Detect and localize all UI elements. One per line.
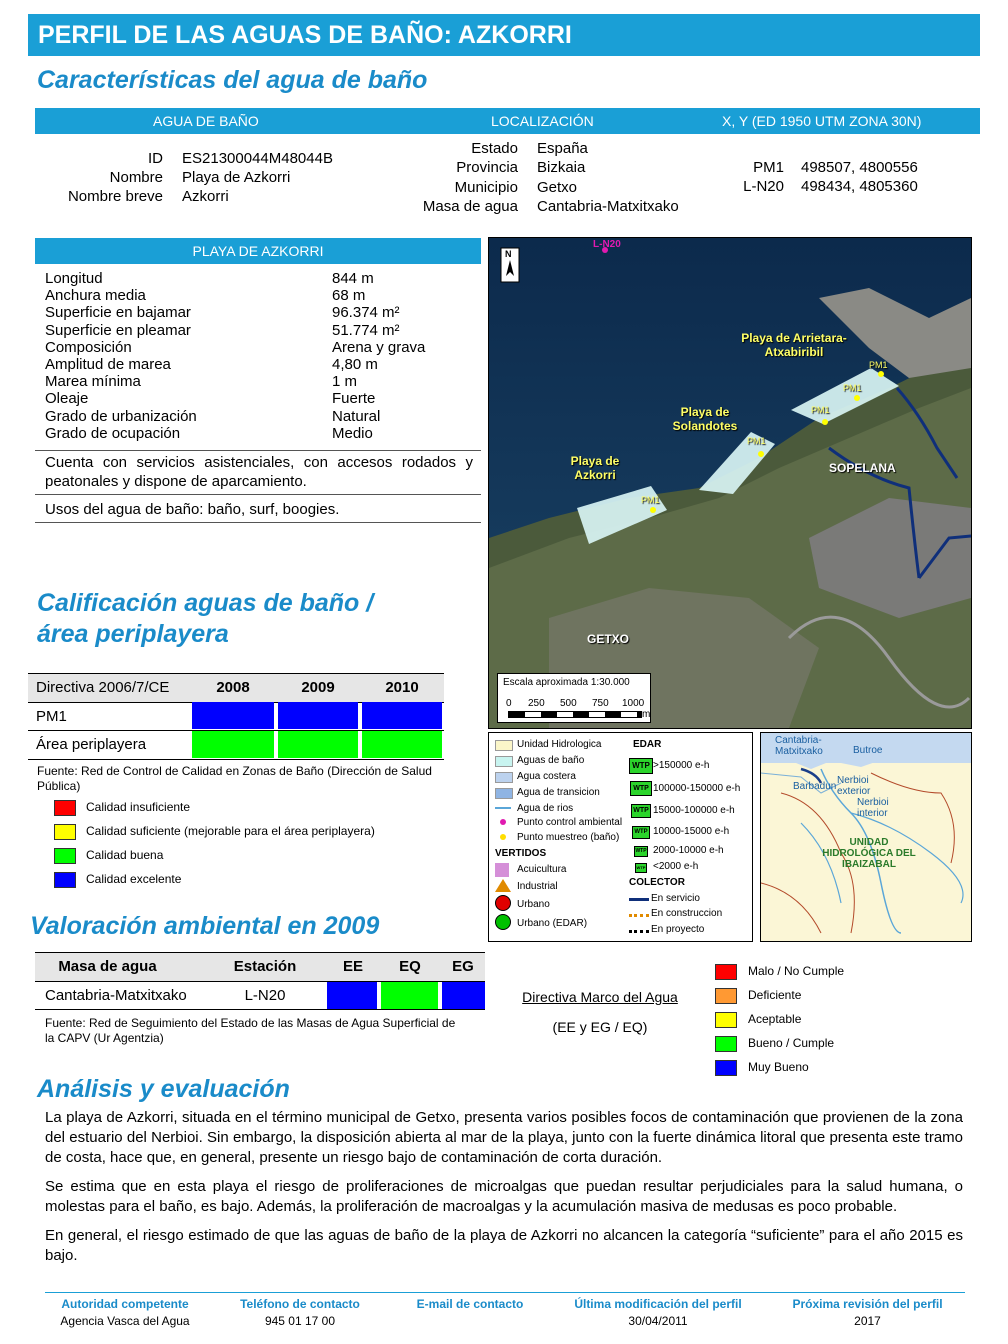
scale-tick: 1000 [622,698,645,709]
legend-swatch [715,964,737,980]
calif-cell [278,731,358,758]
legend-item: Agua costera [517,771,576,782]
control-point-icon [500,819,506,825]
legend-item: Punto muestreo (baño) [517,832,620,843]
footer-header: Próxima revisión del perfil [792,1297,943,1311]
playa-servicios [45,453,473,491]
scale-box [497,673,651,723]
wtp-icon: WTP [635,863,647,873]
edar-item: 2000-10000 e-h [653,845,724,856]
calif-row-label: Área periplayera [36,736,147,753]
page-title: PERFIL DE LAS AGUAS DE BAÑO: AZKORRI [28,14,980,56]
coord-value-pm1: 498507, 4800556 [801,159,918,176]
val-header: Masa de agua [58,958,157,975]
val-legend-label: Bueno / Cumple [748,1036,835,1050]
wtp-icon: WTP [634,846,648,857]
footer-value: Agencia Vasca del Agua [60,1314,190,1328]
coord-label-ln20: L-N20 [743,178,784,195]
wtp-icon: WTP [632,826,650,839]
calif-legend-label: Calidad insuficiente [86,800,191,814]
coord-label-pm1: PM1 [753,159,784,176]
colector-title: COLECTOR [629,877,685,888]
footer-value: 30/04/2011 [628,1314,688,1328]
calificacion-table [28,673,444,761]
colector-item: En construccion [651,908,723,919]
edar-item: 15000-100000 e-h [653,805,735,816]
colector-construccion-icon [629,914,649,917]
playa-row-value: Medio [332,424,373,442]
legend-item: Unidad Hidrologica [517,739,602,750]
legend-swatch [495,772,513,783]
region-label: Cantabria-Matxitxako [775,735,823,757]
vertido-item: Urbano [517,899,550,910]
val-cell-eg [442,982,485,1009]
calif-header-year: 2009 [301,679,335,696]
legend-item: Agua de rios [517,803,574,814]
calif-cell [362,702,442,729]
scale-bar [508,711,642,718]
playa-row-label: Amplitud de marea [45,356,171,373]
analisis-paragraph: Se estima que en esta playa el riesgo de proliferaciones de microalgas que puedan resultar perjudiciales para la salud humana, o molestas para el baño, es bajo. Además, la proliferación de macroalgas y la acumulación masiva de medusas es poco probable. [45,1178,963,1215]
calif-legend-label: Calidad buena [86,848,164,862]
agua-value-nombre: Playa de Azkorri [182,169,291,186]
loc-value-municipio: Getxo [537,179,578,196]
valoracion-table [35,952,485,1010]
vertido-item: Urbano (EDAR) [517,918,588,929]
region-label: Butroe [853,745,883,756]
playa-row-label: Grado de ocupación [45,424,181,442]
directiva-marco-sub: (EE y EG / EQ) [552,1019,648,1035]
legend-swatch [495,788,513,799]
divider [35,450,481,451]
section-title-calificacion: Calificación aguas de baño / [37,589,374,617]
sample-point-icon [500,834,506,840]
playa-row-label: Grado de urbanización [45,407,197,425]
calif-header-year: 2010 [385,679,419,696]
calif-fuente: Fuente: Red de Control de Calidad en Zonas de Baño (Dirección de Salud Pública) [37,764,432,793]
aerial-map-image [489,238,971,728]
section-title-valoracion: Valoración ambiental en 2009 [30,912,380,940]
footer-header: E-mail de contacto [416,1297,524,1311]
edar-item: 100000-150000 e-h [653,783,741,794]
calif-cell [278,702,358,729]
map-label-azkorri: Playa de Azkorri [570,454,620,482]
map-legend [488,732,753,942]
playa-row-label: Longitud [45,270,103,287]
legend-swatch [715,1036,737,1052]
colector-item: En servicio [651,893,700,904]
scale-tick: 750 [592,698,609,709]
edar-item: <2000 e-h [653,861,699,872]
header-localizacion: LOCALIZACIÓN [491,113,594,129]
loc-value-estado: España [537,140,588,157]
edar-title: EDAR [633,739,662,750]
playa-row-value: 51.774 m² [332,321,400,339]
vertidos-title: VERTIDOS [495,848,547,859]
section-title-analisis: Análisis y evaluación [37,1075,290,1103]
playa-row-label: Oleaje [45,390,89,408]
header-coords: X, Y (ED 1950 UTM ZONA 30N) [722,113,922,129]
map-label-solandotes: Playa de Solandotes [672,405,738,433]
playa-row-value: Natural [332,407,381,425]
divider [35,494,481,495]
scale-unit: m [642,709,651,720]
legend-item: Punto control ambiental [517,817,623,828]
region-label: UNIDAD HIDROLÓGICA DEL IBAIZABAL [822,837,916,870]
map-label-pm1: PM1 [843,383,862,393]
region-label: Barbadun [793,781,837,792]
map-label-pm1: PM1 [811,405,830,415]
region-label: Nerbioi exterior [837,775,871,797]
val-estacion: L-N20 [244,987,286,1004]
colector-servicio-icon [629,898,649,901]
val-legend-label: Malo / No Cumple [748,964,845,978]
playa-row-value: 4,80 m [332,356,378,373]
region-map [760,732,972,942]
industrial-icon [495,879,511,892]
footer-value: 2017 [854,1314,881,1328]
val-header: EQ [399,958,421,975]
val-cell-ee [327,982,377,1009]
calif-legend-label: Calidad suficiente (mejorable para el área periplayera) [86,824,375,838]
map-label-pm1: PM1 [641,495,660,505]
divider [28,759,444,760]
legend-swatch [54,848,76,864]
urban-edar-icon [495,914,511,930]
playa-header: PLAYA DE AZKORRI [35,238,481,264]
river-line-icon [495,807,511,809]
loc-value-provincia: Bizkaia [537,159,586,176]
map-label-arrietara: Playa de Arrietara-Atxabiribil [741,331,847,359]
footer-header: Autoridad competente [61,1297,189,1311]
wtp-icon: WTP [630,781,652,796]
analisis-paragraph: En general, el riesgo estimado de que las aguas de baño de la playa de Azkorri no alcancen la categoría “suficiente” para el año 2015 es bajo. [45,1227,963,1264]
playa-row-label: Marea mínima [45,373,141,391]
playa-row-label: Superficie en bajamar [45,304,191,322]
loc-value-masa: Cantabria-Matxitxako [537,198,679,215]
vertido-item: Acuicultura [517,864,567,875]
legend-swatch [715,1060,737,1076]
coord-value-ln20: 498434, 4805360 [801,178,918,195]
agua-label-nombre: Nombre [109,169,163,186]
section-title-calificacion-2: área periplayera [37,620,229,648]
loc-label-provincia: Provincia [456,159,518,176]
map-label-sopelana: SOPELANA [829,461,896,475]
divider [35,522,481,523]
footer-header: Teléfono de contacto [240,1297,360,1311]
map-label-pm1: PM1 [747,436,766,446]
legend-swatch [495,740,513,751]
scale-title: Escala aproximada 1:30.000 [503,677,630,688]
analisis-paragraph: La playa de Azkorri, situada en el término municipal de Getxo, presenta varios posibles focos de contaminación que provienen de la zona del estuario del Nerbioi. Sin embargo, la disposición abierta al mar de la playa, junto con la fuerte dinámica litoral que presenta este tramo de costa, hace que, en general, presente un riesgo bajo de contaminación de corta duración. [45,1109,963,1166]
scale-tick: 250 [528,698,545,709]
wtp-icon: WTP [629,758,653,774]
legend-swatch [495,756,513,767]
val-cell-eq [381,982,438,1009]
header-agua: AGUA DE BAÑO [153,113,259,129]
agua-value-breve: Azkorri [182,188,229,205]
map-label-pm1: PM1 [869,360,888,370]
footer-divider [45,1292,965,1293]
loc-label-municipio: Municipio [454,179,518,196]
legend-item: Agua de transicion [517,787,600,798]
legend-swatch [54,824,76,840]
playa-row-value: 844 m [332,270,374,287]
north-arrow-label: N [505,249,512,259]
val-legend-label: Aceptable [748,1012,802,1026]
divider [35,1009,485,1010]
section-title-caracteristicas: Características del agua de baño [37,66,428,94]
calif-header-label: Directiva 2006/7/CE [36,679,170,696]
wtp-icon: WTP [631,804,651,818]
calif-legend-label: Calidad excelente [86,872,182,886]
edar-item: >150000 e-h [653,760,710,771]
agua-label-breve: Nombre breve [67,188,163,205]
playa-row-label: Anchura media [45,287,146,305]
loc-label-masa: Masa de agua [422,198,518,215]
scale-tick: 0 [506,698,512,709]
calif-cell [192,702,274,729]
map-label-getxo: GETXO [587,632,630,646]
directiva-marco-link[interactable]: Directiva Marco del Agua [522,989,678,1005]
calif-row-label: PM1 [36,708,67,725]
playa-row-label: Composición [45,338,132,356]
info-header-bar [35,108,980,134]
playa-row-value: Fuerte [332,390,376,408]
val-masa: Cantabria-Matxitxako [45,987,187,1004]
val-legend-label: Deficiente [748,988,802,1002]
footer-header: Última modificación del perfil [574,1297,742,1311]
scale-tick: 500 [560,698,577,709]
edar-item: 10000-15000 e-h [653,826,730,837]
legend-swatch [54,872,76,888]
region-label: Nerbioi interior [857,797,889,819]
val-header: EE [342,958,363,975]
playa-usos: Usos del agua de baño: baño, surf, boogies. [45,501,340,518]
agua-value-id: ES21300044M48044B [182,150,333,167]
agua-label-id: ID [148,150,163,167]
loc-label-estado: Estado [471,140,518,157]
playa-row-label: Superficie en pleamar [45,321,191,339]
playa-row-value: 96.374 m² [332,304,400,322]
legend-swatch [715,1012,737,1028]
footer-value: 945 01 17 00 [264,1314,336,1328]
val-header: Estación [233,958,297,975]
calif-cell [192,731,274,758]
playa-servicios-text: Cuenta con servicios asistenciales, con accesos rodados y peatonales y dispone de aparcamiento. [45,454,473,490]
vertido-item: Industrial [517,881,558,892]
playa-row-value: Arena y grava [332,338,426,356]
playa-row-value: 1 m [332,373,358,391]
aquaculture-icon [495,863,509,877]
colector-proyecto-icon [629,930,649,933]
legend-item: Aguas de baño [517,755,585,766]
calif-header-year: 2008 [216,679,250,696]
map-label-ln20: L-N20 [593,239,621,250]
calif-cell [362,731,442,758]
legend-swatch [715,988,737,1004]
val-legend-label: Muy Bueno [748,1060,809,1074]
playa-row-value: 68 m [332,287,366,305]
legend-swatch [54,800,76,816]
urban-icon [495,895,511,911]
aerial-map [488,237,972,729]
valoracion-fuente: Fuente: Red de Seguimiento del Estado de las Masas de Agua Superficial de la CAPV (Ur Agentzia) [45,1016,456,1045]
val-header: EG [452,958,474,975]
colector-item: En proyecto [651,924,705,935]
